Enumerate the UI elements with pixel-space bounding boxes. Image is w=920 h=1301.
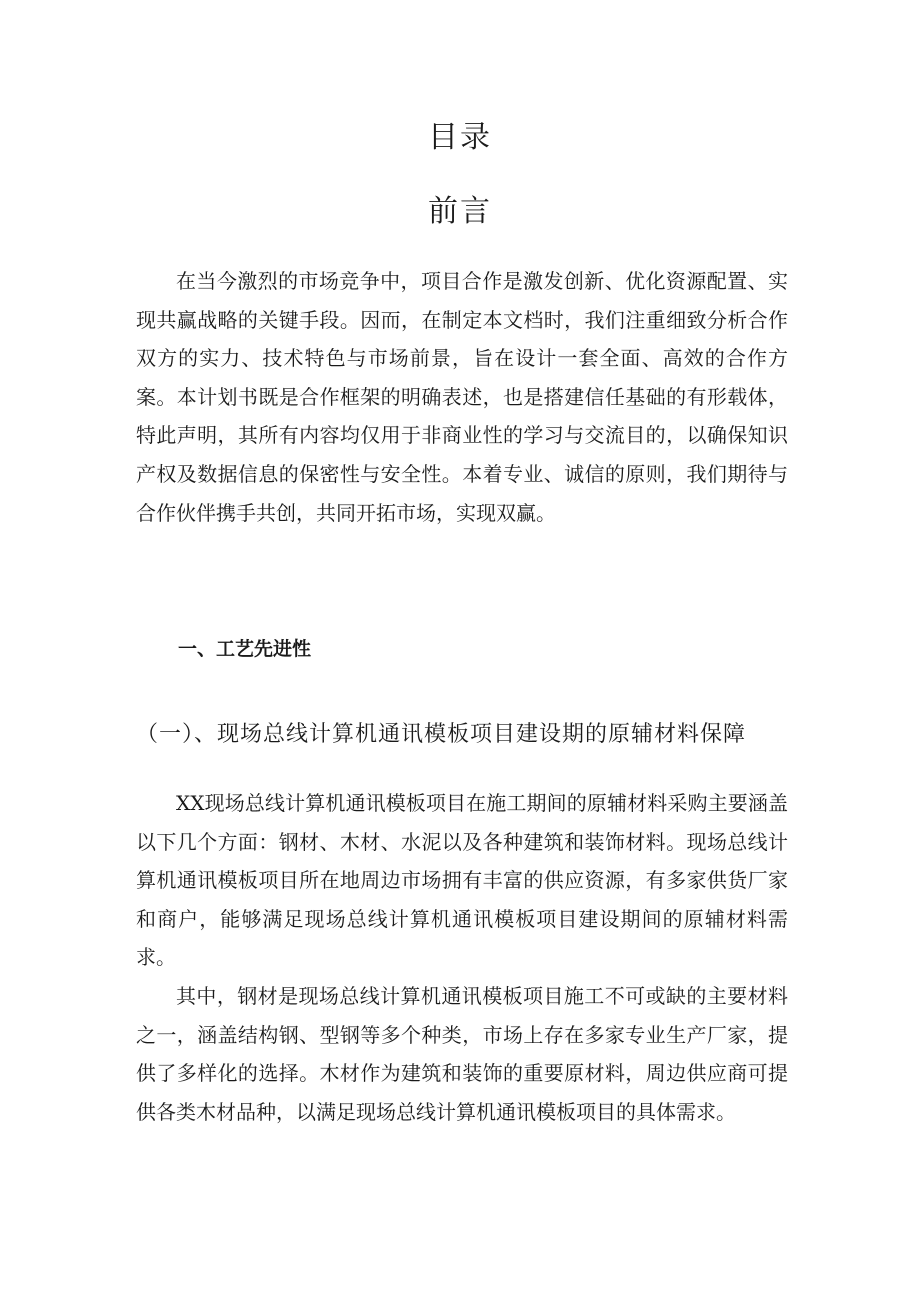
- preface-title: 前言: [428, 194, 492, 229]
- body-paragraph-2: 其中，钢材是现场总线计算机通讯模板项目施工不可或缺的主要材料之一，涵盖结构钢、型钢等多个种类，市场上存在多家专业生产厂家，提供了多样化的选择。木材作为建筑和装饰的重要原材料，周边供应商可提供各类木材品种，以满足现场总线计算机通讯模板项目的具体需求。: [136, 984, 788, 1124]
- toc-title: 目录: [428, 120, 492, 155]
- subsection-heading: （一）、现场总线计算机通讯模板项目建设期的原辅材料保障: [136, 722, 747, 747]
- section-heading: 一、工艺先进性: [178, 638, 312, 660]
- preface-paragraph: 在当今激烈的市场竞争中，项目合作是激发创新、优化资源配置、实现共赢战略的关键手段。因而，在制定本文档时，我们注重细致分析合作双方的实力、技术特色与市场前景，旨在设计一套全面、高效的合作方案。本计划书既是合作框架的明确表述，也是搭建信任基础的有形载体，特此声明，其所有内容均仅用于非商业性的学习与交流目的，以确保知识产权及数据信息的保密性与安全性。本着专业、诚信的原则，我们期待与合作伙伴携手共创，共同开拓市场，实现双赢。: [136, 269, 788, 525]
- body-paragraph-1: XX现场总线计算机通讯模板项目在施工期间的原辅材料采购主要涵盖以下几个方面：钢材、木材、水泥以及各种建筑和装饰材料。现场总线计算机通讯模板项目所在地周边市场拥有丰富的供应资源，有多家供货厂家和商户，能够满足现场总线计算机通讯模板项目建设期间的原辅材料需求。: [136, 791, 788, 970]
